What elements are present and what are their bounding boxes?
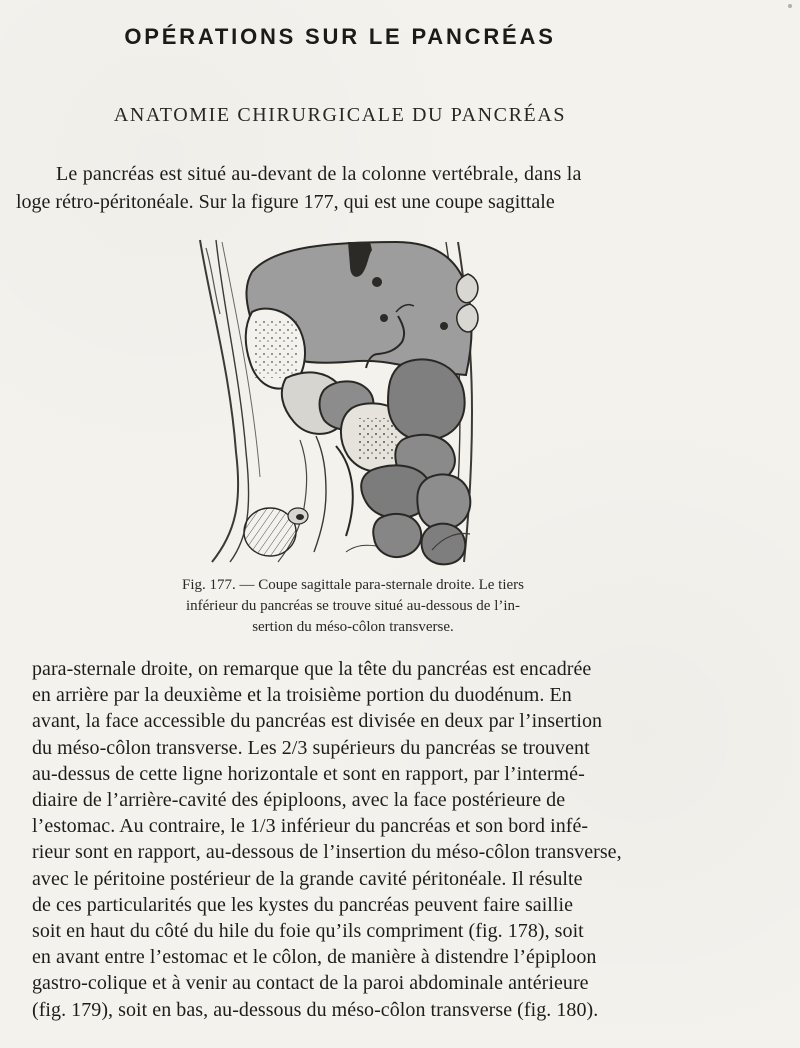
intro-line-1: Le pancréas est situé au-devant de la colonne vertébrale, dans la	[56, 163, 582, 185]
body-line: en arrière par la deuxième et la troisième portion du duodénum. En	[32, 684, 572, 707]
intro-paragraph	[16, 160, 666, 216]
body-line: diaire de l’arrière-cavité des épiploons, avec la face postérieure de	[32, 789, 566, 812]
body-line: avec le péritoine postérieur de la grande cavité péritonéale. Il résulte	[32, 867, 583, 890]
body-line: soit en haut du côté du hile du foie qu’ils compriment (fig. 178), soit	[32, 920, 584, 943]
intro-line-2: loge rétro-péritonéale. Sur la figure 177, qui est une coupe sagittale	[16, 191, 555, 213]
body-line: au-dessus de cette ligne horizontale et sont en rapport, par l’intermé-	[32, 762, 585, 785]
section-title: ANATOMIE CHIRURGICALE DU PANCRÉAS	[113, 104, 567, 126]
body-line: de ces particularités que les kystes du pancréas peuvent faire saillie	[32, 893, 574, 916]
caption-line-3: sertion du méso-côlon transverse.	[252, 619, 454, 635]
chapter-title: OPÉRATIONS SUR LE PANCRÉAS	[124, 24, 556, 49]
body-line: avant, la face accessible du pancréas est divisée en deux par l’insertion	[32, 710, 603, 733]
figure-caption	[118, 575, 588, 638]
body-line: en avant entre l’estomac et le côlon, de manière à distendre l’épiploon	[32, 946, 597, 969]
body-line: du méso-côlon transverse. Les 2/3 supérieurs du pancréas se trouvent	[32, 736, 590, 759]
main-paragraph	[32, 656, 672, 1023]
body-line: (fig. 179), soit en bas, au-dessous du méso-côlon transverse (fig. 180).	[32, 998, 599, 1021]
page-mark	[788, 4, 792, 8]
caption-line-1: Fig. 177. — Coupe sagittale para-sternale droite. Le tiers	[182, 577, 524, 593]
sagittal-section-illustration	[182, 232, 602, 567]
caption-line-2: inférieur du pancréas se trouve situé au-dessous de l’in-	[185, 598, 521, 614]
body-line: l’estomac. Au contraire, le 1/3 inférieur du pancréas et son bord infé-	[32, 815, 589, 838]
body-line: para-sternale droite, on remarque que la tête du pancréas est encadrée	[32, 658, 592, 680]
body-line: gastro-colique et à venir au contact de la paroi abdominale antérieure	[32, 972, 589, 995]
anatomical-figure	[182, 232, 602, 567]
body-line: rieur sont en rapport, au-dessous de l’insertion du méso-côlon transverse,	[32, 841, 622, 864]
